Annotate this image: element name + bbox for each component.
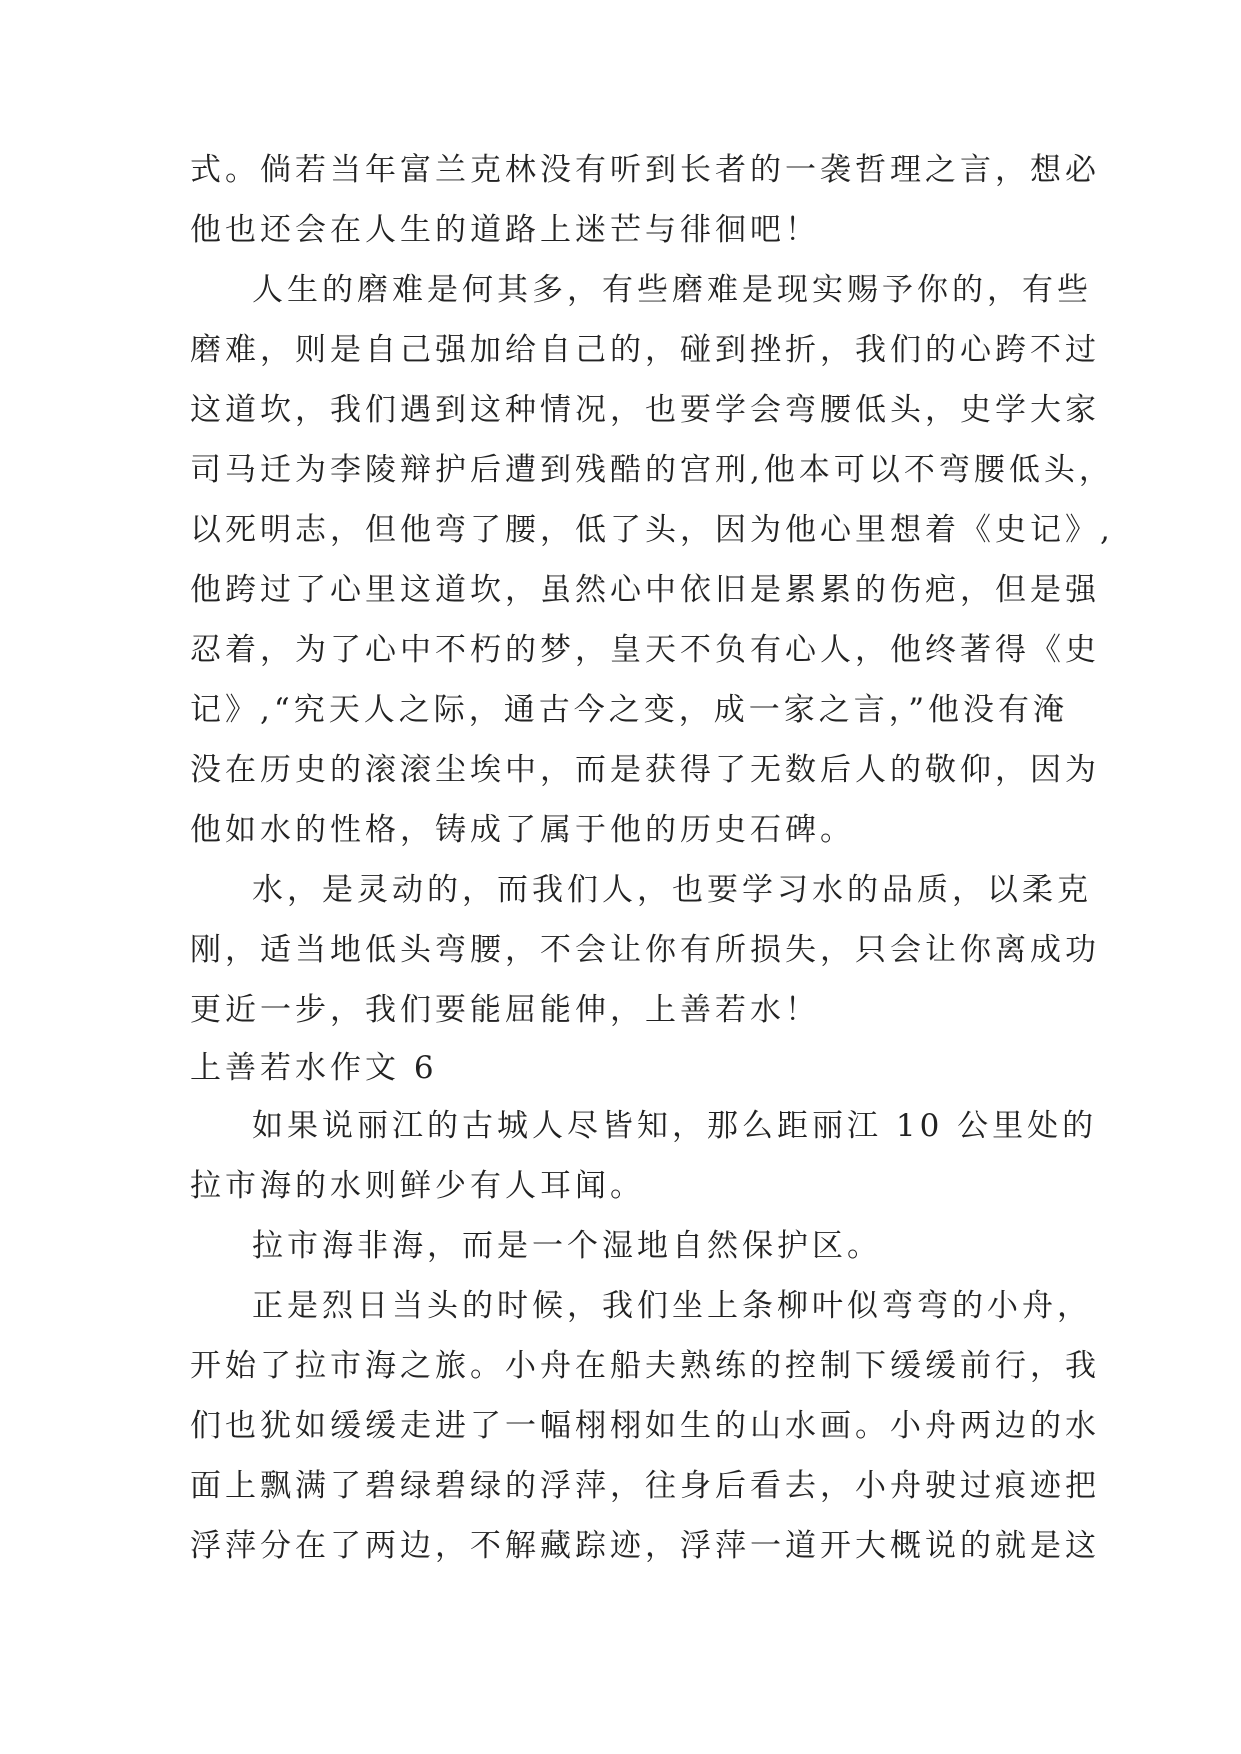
section-heading: 上善若水作文 6: [190, 1050, 438, 1086]
text-line: 司马迁为李陵辩护后遭到残酷的宫刑,他本可以不弯腰低头，: [190, 452, 1114, 488]
text-line: 更近一步，我们要能屈能伸，上善若水！: [190, 992, 820, 1028]
paragraph-start-line: 人生的磨难是何其多，有些磨难是现实赐予你的，有些: [252, 272, 1092, 308]
paragraph-start-line: 如果说丽江的古城人尽皆知，那么距丽江 10 公里处的: [252, 1108, 1098, 1144]
text-line: 们也犹如缓缓走进了一幅栩栩如生的山水画。小舟两边的水: [190, 1408, 1100, 1444]
text-line: 磨难，则是自己强加给自己的，碰到挫折，我们的心跨不过: [190, 332, 1100, 368]
text-line: 记》,“究天人之际，通古今之变，成一家之言，”他没有淹: [190, 692, 1069, 728]
text-line: 他也还会在人生的道路上迷芒与徘徊吧！: [190, 212, 820, 248]
paragraph-start-line: 正是烈日当头的时候，我们坐上条柳叶似弯弯的小舟，: [252, 1288, 1092, 1324]
text-line: 浮萍分在了两边，不解藏踪迹，浮萍一道开大概说的就是这: [190, 1528, 1100, 1564]
text-line: 他跨过了心里这道坎，虽然心中依旧是累累的伤疤，但是强: [190, 572, 1100, 608]
text-line: 忍着，为了心中不朽的梦，皇天不负有心人，他终著得《史: [190, 632, 1100, 668]
text-line: 他如水的性格，铸成了属于他的历史石碑。: [190, 812, 855, 848]
text-line: 刚，适当地低头弯腰，不会让你有所损失，只会让你离成功: [190, 932, 1100, 968]
text-line: 以死明志，但他弯了腰，低了头，因为他心里想着《史记》,: [190, 512, 1114, 548]
text-line: 式。倘若当年富兰克林没有听到长者的一袭哲理之言，想必: [190, 152, 1100, 188]
text-line: 这道坎，我们遇到这种情况，也要学会弯腰低头，史学大家: [190, 392, 1100, 428]
text-line: 没在历史的滚滚尘埃中，而是获得了无数后人的敬仰，因为: [190, 752, 1100, 788]
text-line: 拉市海的水则鲜少有人耳闻。: [190, 1168, 645, 1204]
paragraph-start-line: 拉市海非海，而是一个湿地自然保护区。: [252, 1228, 882, 1264]
text-line: 开始了拉市海之旅。小舟在船夫熟练的控制下缓缓前行，我: [190, 1348, 1100, 1384]
text-line: 面上飘满了碧绿碧绿的浮萍，往身后看去，小舟驶过痕迹把: [190, 1468, 1100, 1504]
paragraph-start-line: 水，是灵动的，而我们人，也要学习水的品质，以柔克: [252, 872, 1092, 908]
